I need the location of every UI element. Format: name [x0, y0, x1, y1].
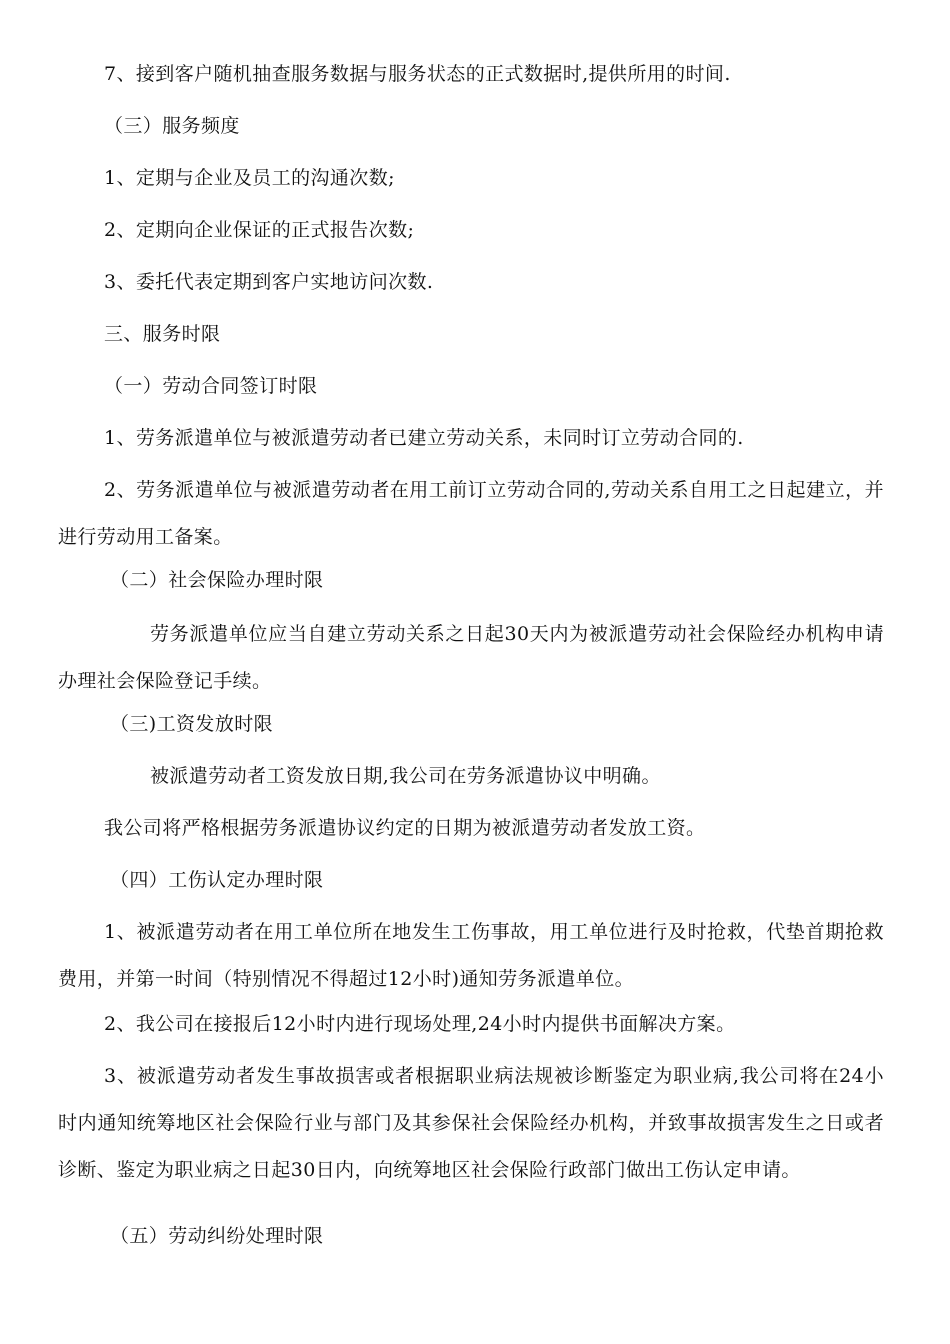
- item-7-response-time: 7、接到客户随机抽查服务数据与服务状态的正式数据时,提供所用的时间.: [104, 63, 731, 85]
- item-1-work-injury-accident: 1、被派遣劳动者在用工单位所在地发生工伤事故，用工单位进行及时抢救，代垫首期抢救费用，并第一时间（特别情况不得超过12小时)通知劳务派遣单位。: [58, 921, 884, 990]
- item-1-communication-count: 1、定期与企业及员工的沟通次数;: [104, 167, 395, 189]
- heading-labor-dispute: （五）劳动纠纷处理时限: [110, 1225, 324, 1247]
- paragraph-wage-date: 被派遣劳动者工资发放日期,我公司在劳务派遣协议中明确。: [150, 765, 661, 787]
- paragraph-social-insurance: 劳务派遣单位应当自建立劳动关系之日起30天内为被派遣劳动社会保险经办机构申请办理社会保险登记手续。: [58, 623, 884, 692]
- heading-social-insurance: （二）社会保险办理时限: [110, 569, 324, 591]
- item-2-contract-before-work: 2、劳务派遣单位与被派遣劳动者在用工前订立劳动合同的,劳动关系自用工之日起建立，并进行劳动用工备案。: [58, 479, 884, 548]
- item-3-occupational-disease: 3、被派遣劳动者发生事故损害或者根据职业病法规被诊断鉴定为职业病,我公司将在24小时内通知统筹地区社会保险行业与部门及其参保社会保险经办机构，并致事故损害发生之日或者诊断、鉴定为职业病之日起30日内，向统筹地区社会保险行政部门做出工伤认定申请。: [58, 1065, 884, 1181]
- item-3-visit-count: 3、委托代表定期到客户实地访问次数.: [104, 271, 434, 293]
- heading-wage-payment: （三)工资发放时限: [110, 713, 274, 735]
- heading-contract-signing: （一）劳动合同签订时限: [104, 375, 318, 397]
- item-2-on-site-handling: 2、我公司在接报后12小时内进行现场处理,24小时内提供书面解决方案。: [104, 1013, 736, 1035]
- item-2-report-count: 2、定期向企业保证的正式报告次数;: [104, 219, 415, 241]
- heading-work-injury: （四）工伤认定办理时限: [110, 869, 324, 891]
- paragraph-wage-commitment: 我公司将严格根据劳务派遣协议约定的日期为被派遣劳动者发放工资。: [104, 817, 706, 839]
- item-1-labor-relation: 1、劳务派遣单位与被派遣劳动者已建立劳动关系，未同时订立劳动合同的.: [104, 427, 744, 449]
- heading-service-frequency: （三）服务频度: [104, 115, 240, 137]
- heading-service-time-limit: 三、服务时限: [104, 323, 221, 345]
